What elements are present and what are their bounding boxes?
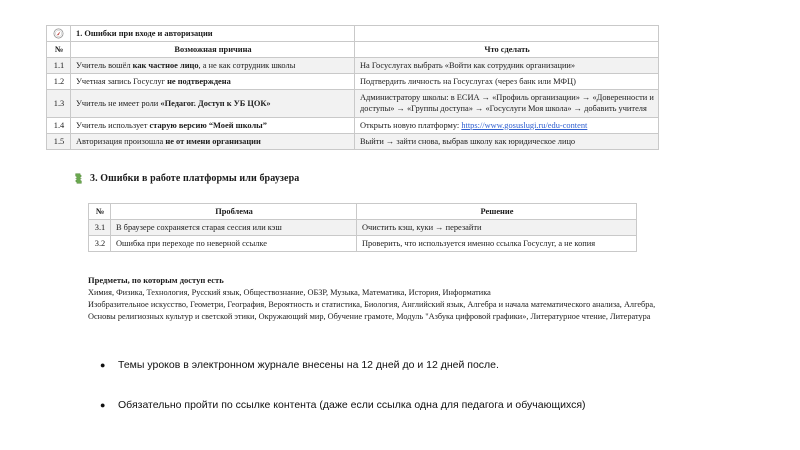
row-problem: Ошибка при переходе по неверной ссылке bbox=[111, 236, 357, 252]
row-num: 1.2 bbox=[47, 74, 71, 90]
row-solution: Очистить кэш, куки → перезайти bbox=[357, 220, 637, 236]
cause-pre: Учитель использует bbox=[76, 120, 150, 130]
table-row bbox=[47, 90, 659, 117]
table-row bbox=[47, 74, 659, 90]
cause-pre: Учитель не имеет роли bbox=[76, 98, 161, 108]
row-num: 1.4 bbox=[47, 117, 71, 133]
table-row bbox=[47, 117, 659, 133]
list-item bbox=[96, 398, 736, 412]
table2-header-num: № bbox=[89, 204, 111, 220]
row-cause bbox=[71, 74, 355, 90]
bullet-text: Обязательно пройти по ссылке контента (даже если ссылка одна для педагога и обучающихся) bbox=[118, 399, 586, 411]
puzzle-icon bbox=[72, 172, 85, 185]
row-num: 1.1 bbox=[47, 58, 71, 74]
table1-header-row bbox=[47, 42, 659, 58]
cause-pre: Учетная запись Госуслуг bbox=[76, 77, 168, 87]
platform-link[interactable]: https://www.gosuslugi.ru/edu-content bbox=[461, 120, 588, 130]
section-3-heading bbox=[72, 172, 299, 185]
row-cause bbox=[71, 133, 355, 149]
subjects-line-2: Изобразительное искусство, Геометри, География, Вероятность и статистика, Биология, Английский язык, Алгебра и начала математического анализа, Алгебра, Основы религиозных культур и светской этики, Окружающий мир, Обучение грамоте, Модуль "Азбука цифровой графики», Литературное чтение, Литература bbox=[88, 299, 656, 321]
table1-header-action: Что сделать bbox=[355, 42, 659, 58]
table2-header-solution: Решение bbox=[357, 204, 637, 220]
row-action: На Госуслугах выбрать «Войти как сотрудник организации» bbox=[355, 58, 659, 74]
list-item bbox=[96, 358, 736, 372]
row-cause bbox=[71, 117, 355, 133]
cause-bold: «Педагог. Доступ к УБ ЦОК» bbox=[160, 98, 271, 108]
compass-icon bbox=[53, 28, 64, 39]
cause-pre: Учитель вошёл bbox=[76, 61, 133, 71]
subjects-title: Предметы, по которым доступ есть bbox=[88, 275, 224, 285]
row-action: Выйти → зайти снова, выбрав школу как юридическое лицо bbox=[355, 133, 659, 149]
row-action: Подтвердить личность на Госуслугах (через банк или МФЦ) bbox=[355, 74, 659, 90]
row-num: 3.2 bbox=[89, 236, 111, 252]
cause-bold: старую версию “Моей школы” bbox=[149, 120, 267, 130]
row-num: 1.5 bbox=[47, 133, 71, 149]
subjects-line-1: Химия, Физика, Технология, Русский язык, Обществознание, ОБЗР, Музыка, Математика, История, Информатика bbox=[88, 288, 491, 298]
row-num: 1.3 bbox=[47, 90, 71, 117]
table1-title-row bbox=[47, 26, 659, 42]
row-action: Администратору школы: в ЕСИА → «Профиль организации» → «Доверенности и доступы» → «Группы доступа» → «Госуслуги Моя школа» → добавить учителя bbox=[355, 90, 659, 117]
section-3-title: 3. Ошибки в работе платформы или браузера bbox=[90, 173, 300, 184]
table-row bbox=[89, 220, 637, 236]
row-cause bbox=[71, 58, 355, 74]
cause-post: , а не как сотрудник школы bbox=[198, 61, 296, 71]
table1-header-num: № bbox=[47, 42, 71, 58]
compass-icon-cell bbox=[47, 26, 71, 42]
row-num: 3.1 bbox=[89, 220, 111, 236]
errors-login-table-wrapper bbox=[46, 25, 658, 150]
row-action bbox=[355, 117, 659, 133]
table-row bbox=[89, 236, 637, 252]
bullet-text: Темы уроков в электронном журнале внесены на 12 дней до и 12 дней после. bbox=[118, 359, 499, 371]
table-row bbox=[47, 133, 659, 149]
row-problem: В браузере сохраняется старая сессия или кэш bbox=[111, 220, 357, 236]
bullet-marker-icon: ● bbox=[100, 360, 106, 370]
table2-header-problem: Проблема bbox=[111, 204, 357, 220]
bullet-list bbox=[96, 358, 736, 438]
errors-platform-table bbox=[88, 203, 637, 252]
row-cause bbox=[71, 90, 355, 117]
subjects-block bbox=[88, 274, 668, 322]
cause-bold: не подтверждена bbox=[167, 77, 231, 87]
table1-title-text: 1. Ошибки при входе и авторизации bbox=[71, 26, 355, 42]
row-solution: Проверить, что используется именно ссылка Госуслуг, а не копия bbox=[357, 236, 637, 252]
table1-title-empty bbox=[355, 26, 659, 42]
table1-header-cause: Возможная причина bbox=[71, 42, 355, 58]
cause-bold: не от имени организации bbox=[165, 136, 261, 146]
cause-bold: как частное лицо bbox=[132, 61, 199, 71]
table2-header-row bbox=[89, 204, 637, 220]
cause-pre: Авторизация произошла bbox=[76, 136, 166, 146]
action-pre: Открыть новую платформу: bbox=[360, 120, 462, 130]
table-row bbox=[47, 58, 659, 74]
errors-login-table bbox=[46, 25, 659, 150]
bullet-marker-icon: ● bbox=[100, 400, 106, 410]
errors-platform-table-wrapper bbox=[88, 203, 636, 252]
